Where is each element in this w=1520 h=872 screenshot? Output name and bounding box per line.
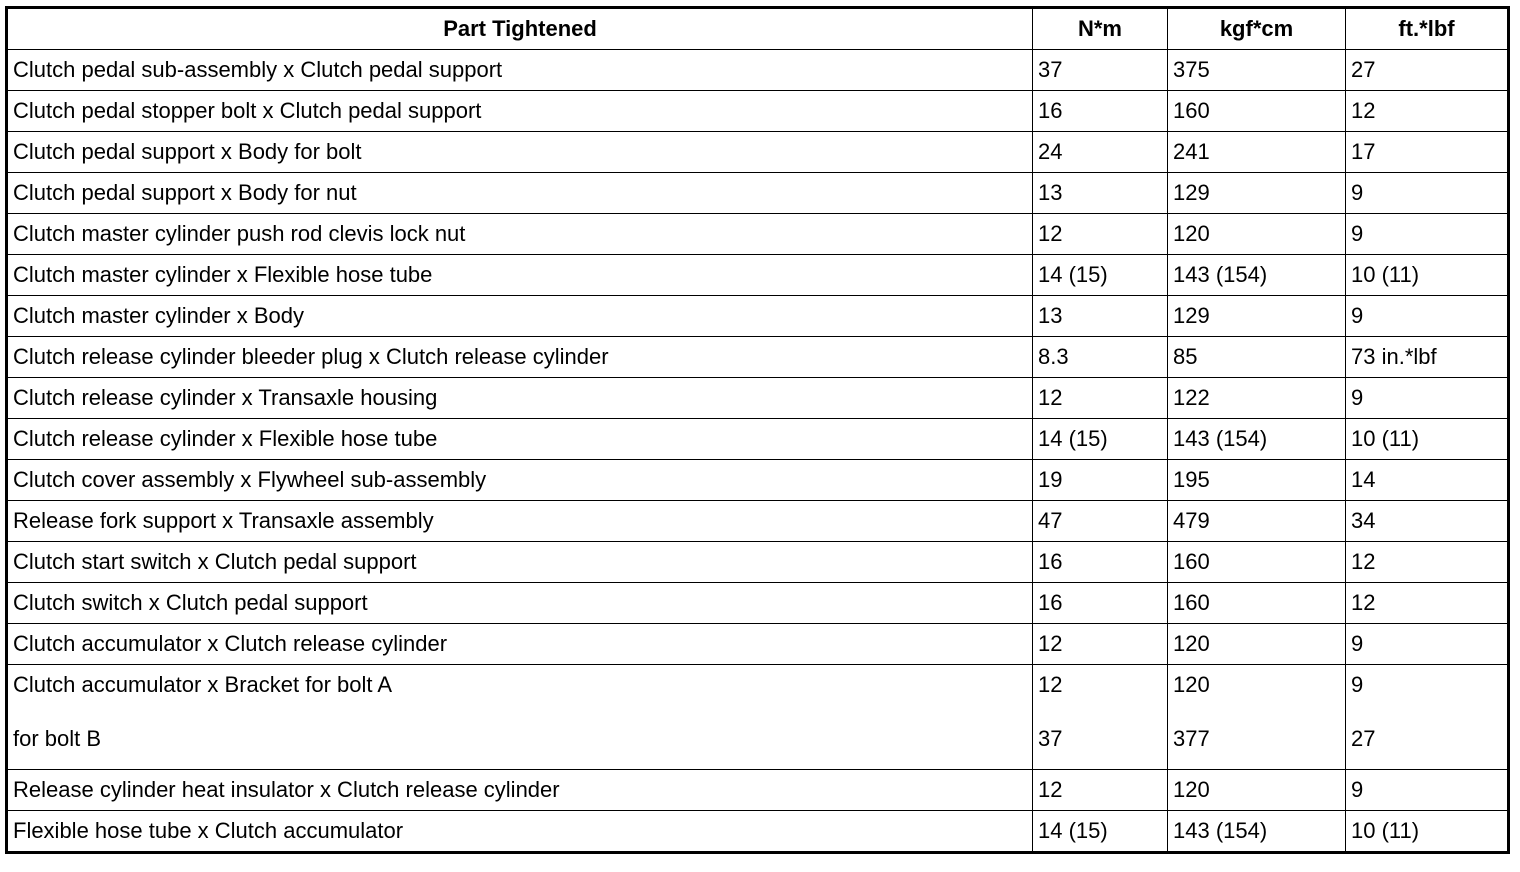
cell-part: Clutch cover assembly x Flywheel sub-assembly xyxy=(7,460,1033,501)
cell-ft: 12 xyxy=(1346,542,1509,583)
table-row xyxy=(7,337,1509,378)
table-row xyxy=(7,501,1509,542)
cell-ft: 9 xyxy=(1346,296,1509,337)
cell-nm: 8.3 xyxy=(1033,337,1168,378)
table-row xyxy=(7,770,1509,811)
cell-kgf: 143 (154) xyxy=(1168,419,1346,460)
cell-ft: 12 xyxy=(1346,583,1509,624)
cell-nm: 14 (15) xyxy=(1033,811,1168,853)
cell-nm xyxy=(1033,665,1168,770)
cell-ft: 9 xyxy=(1346,214,1509,255)
table-row xyxy=(7,542,1509,583)
table-row xyxy=(7,91,1509,132)
cell-kgf: 143 (154) xyxy=(1168,255,1346,296)
cell-part: Flexible hose tube x Clutch accumulator xyxy=(7,811,1033,853)
table-row-bracket xyxy=(7,665,1509,770)
table-row xyxy=(7,583,1509,624)
cell-ft: 9 xyxy=(1346,770,1509,811)
cell-nm: 14 (15) xyxy=(1033,419,1168,460)
ft-bolt-b: 27 xyxy=(1351,726,1376,751)
cell-ft: 10 (11) xyxy=(1346,419,1509,460)
table-header-row xyxy=(7,8,1509,50)
cell-kgf xyxy=(1168,665,1346,770)
kgf-bolt-b: 377 xyxy=(1173,726,1210,751)
table-row xyxy=(7,811,1509,853)
cell-ft: 12 xyxy=(1346,91,1509,132)
cell-kgf: 375 xyxy=(1168,50,1346,91)
cell-ft: 9 xyxy=(1346,624,1509,665)
cell-kgf: 195 xyxy=(1168,460,1346,501)
cell-nm: 16 xyxy=(1033,542,1168,583)
ft-bolt-a: 9 xyxy=(1351,672,1364,697)
torque-spec-table xyxy=(5,6,1510,854)
table-row xyxy=(7,419,1509,460)
cell-part: Clutch pedal sub-assembly x Clutch pedal support xyxy=(7,50,1033,91)
cell-part: Clutch pedal stopper bolt x Clutch pedal support xyxy=(7,91,1033,132)
cell-kgf: 143 (154) xyxy=(1168,811,1346,853)
table-row xyxy=(7,50,1509,91)
cell-nm: 13 xyxy=(1033,173,1168,214)
cell-part: Clutch switch x Clutch pedal support xyxy=(7,583,1033,624)
cell-kgf: 120 xyxy=(1168,214,1346,255)
cell-nm: 12 xyxy=(1033,378,1168,419)
cell-nm: 47 xyxy=(1033,501,1168,542)
cell-kgf: 241 xyxy=(1168,132,1346,173)
cell-nm: 12 xyxy=(1033,770,1168,811)
cell-kgf: 129 xyxy=(1168,296,1346,337)
cell-part xyxy=(7,665,1033,770)
cell-nm: 13 xyxy=(1033,296,1168,337)
table-row xyxy=(7,378,1509,419)
table-row xyxy=(7,214,1509,255)
header-part-tightened: Part Tightened xyxy=(7,8,1033,50)
cell-ft: 10 (11) xyxy=(1346,811,1509,853)
header-ft-lbf: ft.*lbf xyxy=(1346,8,1509,50)
cell-kgf: 120 xyxy=(1168,624,1346,665)
cell-nm: 19 xyxy=(1033,460,1168,501)
table-row xyxy=(7,624,1509,665)
cell-ft xyxy=(1346,665,1509,770)
part-bolt-a: Clutch accumulator x Bracket for bolt A xyxy=(13,672,393,697)
cell-nm: 14 (15) xyxy=(1033,255,1168,296)
cell-part: Clutch start switch x Clutch pedal support xyxy=(7,542,1033,583)
table-row xyxy=(7,460,1509,501)
cell-kgf: 479 xyxy=(1168,501,1346,542)
table-row xyxy=(7,173,1509,214)
header-nm: N*m xyxy=(1033,8,1168,50)
table-row xyxy=(7,255,1509,296)
cell-part: Clutch master cylinder x Flexible hose tube xyxy=(7,255,1033,296)
part-bolt-b: for bolt B xyxy=(13,726,102,751)
cell-ft: 9 xyxy=(1346,378,1509,419)
nm-bolt-a: 12 xyxy=(1038,672,1063,697)
cell-part: Clutch release cylinder x Transaxle housing xyxy=(7,378,1033,419)
cell-ft: 73 in.*lbf xyxy=(1346,337,1509,378)
cell-kgf: 120 xyxy=(1168,770,1346,811)
header-kgf-cm: kgf*cm xyxy=(1168,8,1346,50)
cell-nm: 16 xyxy=(1033,583,1168,624)
cell-kgf: 160 xyxy=(1168,91,1346,132)
cell-ft: 27 xyxy=(1346,50,1509,91)
cell-kgf: 160 xyxy=(1168,542,1346,583)
cell-ft: 10 (11) xyxy=(1346,255,1509,296)
cell-part: Clutch pedal support x Body for nut xyxy=(7,173,1033,214)
cell-part: Clutch release cylinder x Flexible hose tube xyxy=(7,419,1033,460)
cell-ft: 9 xyxy=(1346,173,1509,214)
cell-kgf: 129 xyxy=(1168,173,1346,214)
cell-ft: 14 xyxy=(1346,460,1509,501)
cell-kgf: 85 xyxy=(1168,337,1346,378)
cell-nm: 37 xyxy=(1033,50,1168,91)
cell-kgf: 122 xyxy=(1168,378,1346,419)
cell-part: Clutch release cylinder bleeder plug x Clutch release cylinder xyxy=(7,337,1033,378)
cell-nm: 12 xyxy=(1033,624,1168,665)
cell-part: Clutch accumulator x Clutch release cylinder xyxy=(7,624,1033,665)
cell-nm: 12 xyxy=(1033,214,1168,255)
kgf-bolt-a: 120 xyxy=(1173,672,1210,697)
cell-part: Clutch pedal support x Body for bolt xyxy=(7,132,1033,173)
cell-nm: 24 xyxy=(1033,132,1168,173)
table-row xyxy=(7,296,1509,337)
cell-nm: 16 xyxy=(1033,91,1168,132)
cell-ft: 34 xyxy=(1346,501,1509,542)
table-row xyxy=(7,132,1509,173)
cell-part: Clutch master cylinder push rod clevis lock nut xyxy=(7,214,1033,255)
cell-part: Release fork support x Transaxle assembly xyxy=(7,501,1033,542)
cell-part: Clutch master cylinder x Body xyxy=(7,296,1033,337)
cell-ft: 17 xyxy=(1346,132,1509,173)
nm-bolt-b: 37 xyxy=(1038,726,1063,751)
cell-kgf: 160 xyxy=(1168,583,1346,624)
cell-part: Release cylinder heat insulator x Clutch release cylinder xyxy=(7,770,1033,811)
